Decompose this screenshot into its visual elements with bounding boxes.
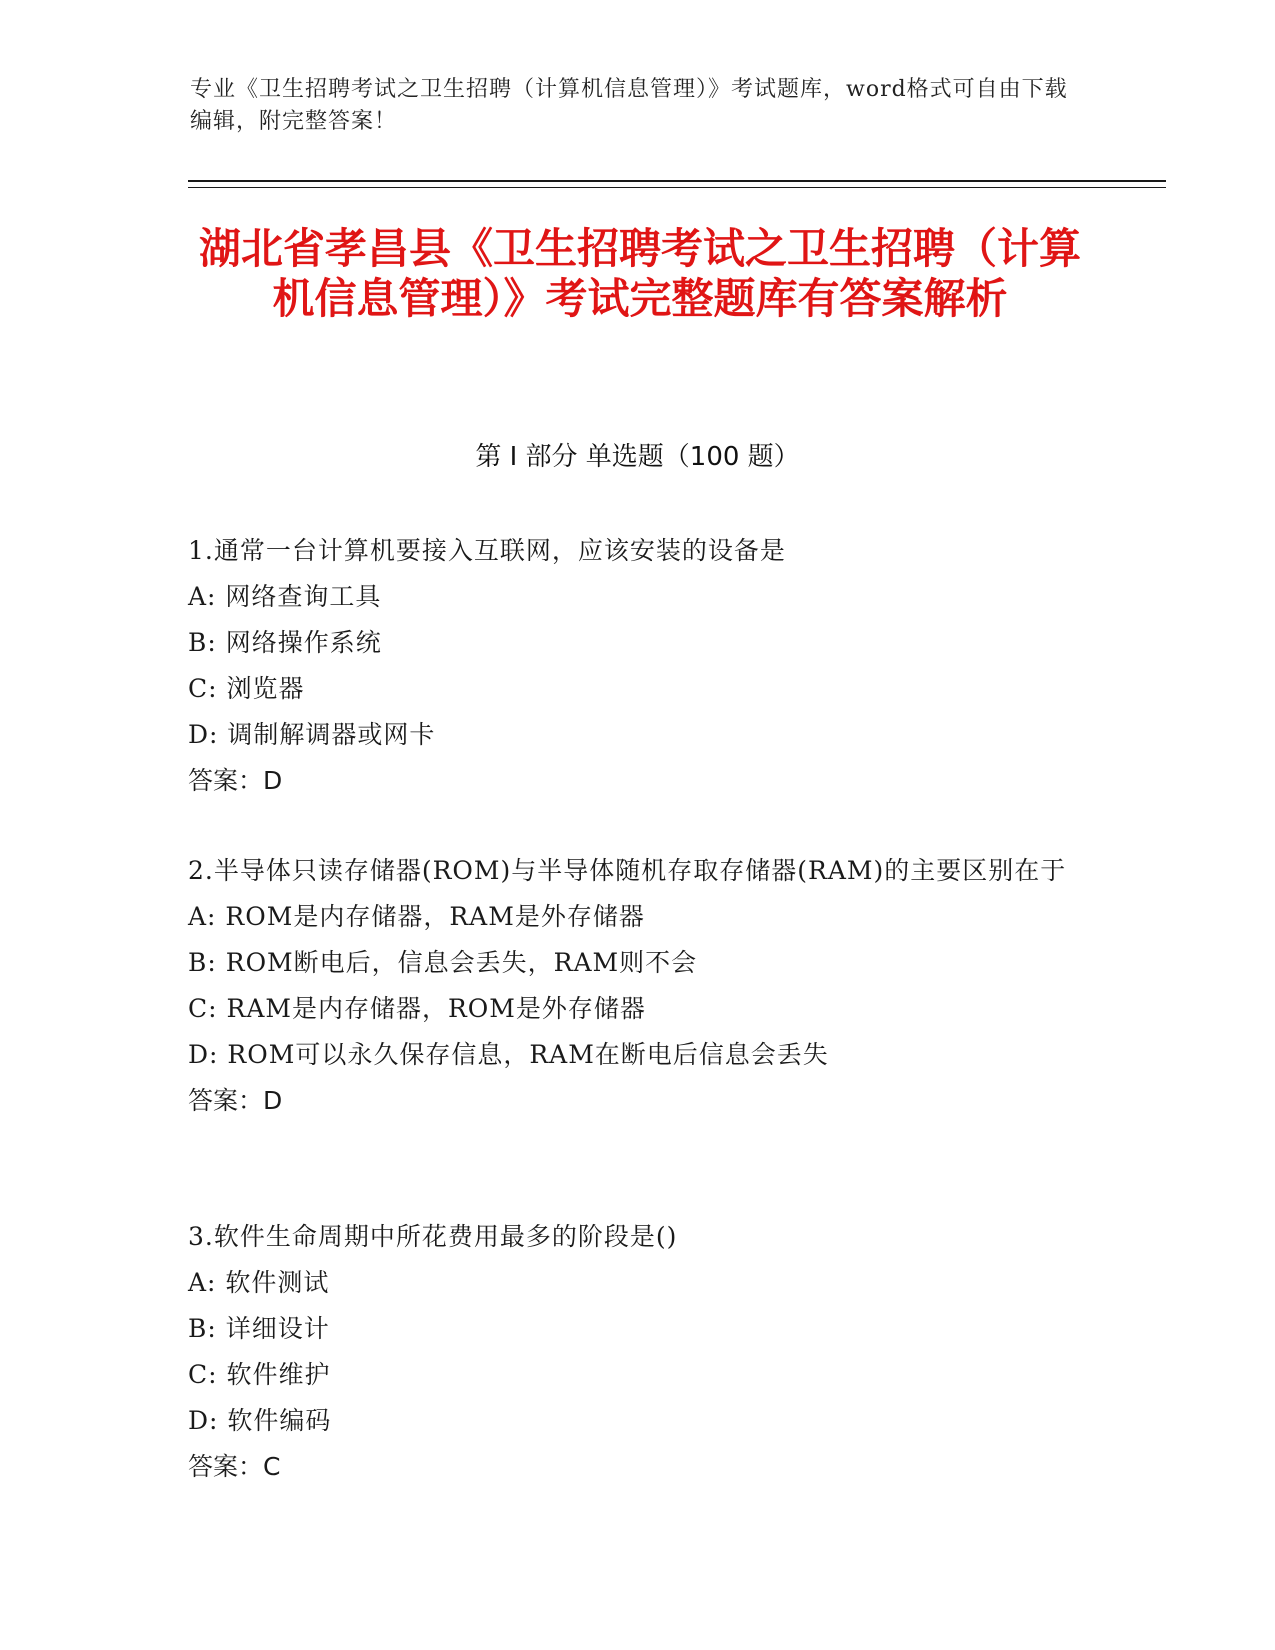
header-divider-thick bbox=[188, 180, 1166, 182]
header-divider-thin bbox=[188, 187, 1166, 188]
option-b: B: ROM断电后，信息会丢失，RAM则不会 bbox=[188, 948, 698, 977]
option-d: D: 调制解调器或网卡 bbox=[188, 720, 436, 749]
option-b: B: 网络操作系统 bbox=[188, 628, 382, 657]
question-2 bbox=[188, 848, 1078, 1124]
option-d: D: 软件编码 bbox=[188, 1406, 332, 1435]
option-c: C: RAM是内存储器，ROM是外存储器 bbox=[188, 994, 646, 1023]
answer: 答案：D bbox=[188, 1086, 283, 1115]
question-stem: 1.通常一台计算机要接入互联网，应该安装的设备是 bbox=[188, 536, 786, 565]
question-stem: 2.半导体只读存储器(ROM)与半导体随机存取存储器(RAM)的主要区别在于 bbox=[188, 856, 1067, 885]
question-1 bbox=[188, 528, 1078, 804]
option-b: B: 详细设计 bbox=[188, 1314, 330, 1343]
section-heading: 第 I 部分 单选题（100 题） bbox=[475, 442, 800, 472]
option-a: A: 网络查询工具 bbox=[188, 582, 382, 611]
question-3 bbox=[188, 1214, 1078, 1490]
document-title: 湖北省孝昌县《卫生招聘考试之卫生招聘（计算机信息管理）》考试完整题库有答案解析 bbox=[198, 224, 1081, 323]
option-a: A: 软件测试 bbox=[188, 1268, 330, 1297]
answer: 答案：C bbox=[188, 1452, 281, 1481]
question-stem: 3.软件生命周期中所花费用最多的阶段是() bbox=[188, 1222, 678, 1251]
option-c: C: 软件维护 bbox=[188, 1360, 331, 1389]
header-note: 专业《卫生招聘考试之卫生招聘（计算机信息管理）》考试题库，word格式可自由下载编辑，附完整答案！ bbox=[190, 77, 1068, 134]
option-d: D: ROM可以永久保存信息，RAM在断电后信息会丢失 bbox=[188, 1040, 829, 1069]
option-a: A: ROM是内存储器，RAM是外存储器 bbox=[188, 902, 645, 931]
option-c: C: 浏览器 bbox=[188, 674, 305, 703]
answer: 答案：D bbox=[188, 766, 283, 795]
